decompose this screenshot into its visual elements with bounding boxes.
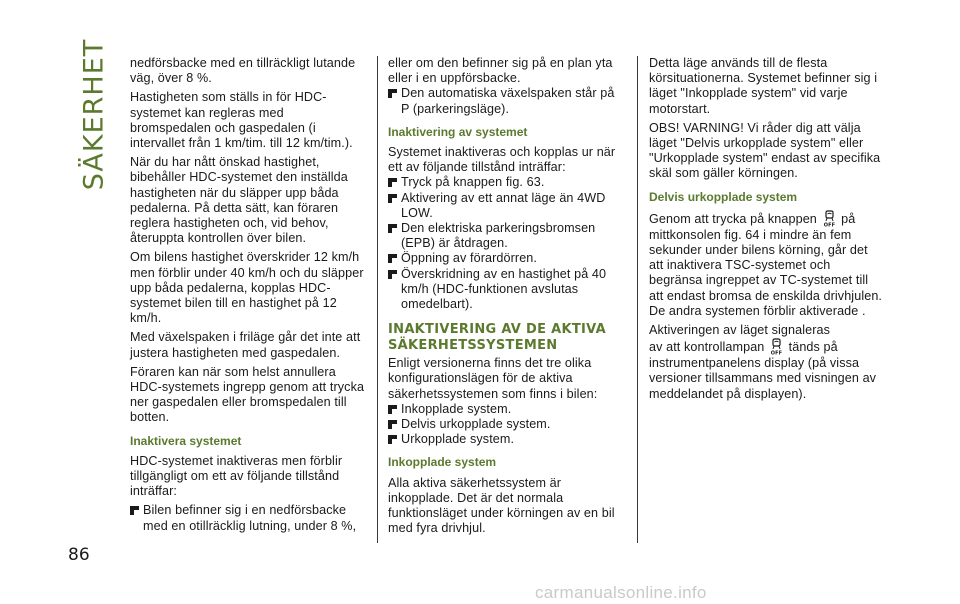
text-column-2: [388, 56, 626, 540]
list-item: [388, 402, 626, 417]
column-divider: [377, 56, 378, 543]
list-item: [388, 191, 626, 221]
paragraph: Med växelspaken i friläge går det inte att justera hastigheten med gaspedalen.: [130, 330, 361, 360]
paragraph-text: av att kontrollampan: [649, 340, 765, 355]
text-column-1: [130, 56, 366, 534]
paragraph: Om bilens hastighet överskrider 12 km/h men förblir under 40 km/h och du släpper upp båda pedalerna, kopplas HDC-systemet bilen till en hastighet på 12 km/h.: [130, 250, 364, 326]
paragraph: HDC-systemet inaktiveras men förblir tillgängligt om ett av följande tillstånd inträffar:: [130, 453, 343, 499]
list-item-text: Den automatiska växelspaken står på P (parkeringsläge).: [401, 86, 615, 116]
paragraph: Hastigheten som ställs in för HDC-systemet kan regleras med bromspedalen och gaspedalen (i intervallet från 1 km/tim. till 12 km/tim.).: [130, 90, 353, 151]
paragraph: Enligt versionerna finns det tre olika konfigurationslägen för de aktiva säkerhetssystemen som finns i bilen:: [388, 356, 598, 401]
list-item: [388, 417, 626, 432]
paragraph: Aktiveringen av läget signaleras: [649, 323, 831, 338]
list-item-text: Aktivering av ett annat läge än 4WD LOW.: [401, 190, 606, 220]
list-item: [388, 221, 626, 251]
paragraph-text: tänds på instrumentpanelens display (på vissa versioner tillsammans med visningen av meddelandet på displayen).: [649, 340, 877, 401]
square-bullet-icon: [388, 224, 397, 233]
square-bullet-icon: [388, 435, 397, 444]
square-bullet-icon: [388, 254, 397, 263]
square-bullet-icon: [388, 194, 397, 203]
text-column-3: [649, 56, 885, 406]
square-bullet-icon: [388, 89, 397, 98]
paragraph: Detta läge används till de flesta körsituationerna. Systemet befinner sig i läget "Inkopplade system" vid varje motorstart.: [649, 56, 878, 116]
list-item-text: Tryck på knappen fig. 63.: [401, 175, 545, 190]
list-item-text: Inkopplade system.: [401, 401, 512, 416]
section-title: [64, 38, 124, 191]
list-item-text: Öppning av förardörren.: [401, 251, 538, 266]
paragraph: [649, 338, 885, 402]
paragraph: Föraren kan när som helst annullera HDC-systemets ingrepp genom att trycka ner gaspedalen eller bromspedalen till botten.: [130, 364, 365, 425]
list-item-text: Överskridning av en hastighet på 40 km/h (HDC-funktionen avslutas omedelbart).: [401, 266, 607, 312]
paragraph: När du har nått önskad hastighet, bibehåller HDC-systemet den inställda hastigheten när du släpper upp båda pedalerna. På detta sätt, kan föraren reglera hastigheten och, vid behov, återuppta kontrollen över bilen.: [130, 155, 348, 246]
square-bullet-icon: [388, 405, 397, 414]
subheading: Inaktivera systemet: [130, 433, 242, 448]
square-bullet-icon: [388, 178, 397, 187]
subheading: Inaktivering av systemet: [388, 124, 528, 139]
paragraph: Alla aktiva säkerhetssystem är inkopplade. Det är det normala funktionsläget under körningen av en bil med fyra drivhjul.: [388, 475, 615, 536]
list-item: [130, 503, 366, 533]
square-bullet-icon: [388, 420, 397, 429]
list-item-text: Den elektriska parkeringsbromsen (EPB) är åtdragen.: [401, 221, 596, 251]
page-number: 86: [68, 545, 90, 565]
list-item: [388, 175, 626, 190]
paragraph: [649, 210, 885, 319]
svg-text:OFF: OFF: [770, 350, 783, 357]
watermark: carmanualsonline.info: [535, 583, 707, 602]
section-heading: [388, 322, 626, 354]
paragraph-text: Genom att trycka på knappen: [649, 211, 817, 226]
list-item-text: Bilen befinner sig i en nedförsbacke med en otillräcklig lutning, under 8 %,: [143, 503, 357, 533]
section-heading-line: INAKTIVERING AV DE AKTIVA: [388, 322, 606, 338]
esc-off-icon: [823, 210, 836, 228]
section-title-text: SÄKERHET: [78, 38, 110, 191]
square-bullet-icon: [388, 270, 397, 279]
subheading: Delvis urkopplade system: [649, 189, 798, 204]
list-item: [388, 267, 626, 313]
esc-off-icon: [770, 338, 783, 356]
square-bullet-icon: [130, 506, 139, 515]
list-item-text: Urkopplade system.: [401, 432, 515, 447]
list-item-text: Delvis urkopplade system.: [401, 417, 551, 432]
subheading: Inkopplade system: [388, 455, 497, 470]
section-heading-line: SÄKERHETSSYSTEMEN: [388, 338, 558, 354]
list-item: [388, 251, 626, 266]
svg-text:OFF: OFF: [823, 222, 835, 228]
column-divider: [637, 56, 638, 543]
list-item: [388, 432, 626, 447]
paragraph-text: på mittkonsolen fig. 64 i mindre än fem sekunder under bilens körning, går det att inaktivera TSC-systemet och begränsa ingreppet av TC-systemet till att endast bromsa de enskilda drivhjulen. De andra systemen förblir aktiverade .: [649, 211, 883, 318]
paragraph: eller om den befinner sig på en plan yta eller i en uppförsbacke.: [388, 56, 613, 86]
list-item: [388, 86, 626, 116]
paragraph: nedförsbacke med en tillräckligt lutande väg, över 8 %.: [130, 56, 356, 86]
paragraph: OBS! VARNING! Vi råder dig att välja läget "Delvis urkopplade system" eller "Urkopplade system" endast av specifika skäl som gäller körningen.: [649, 120, 881, 181]
paragraph: Systemet inaktiveras och kopplas ur när ett av följande tillstånd inträffar:: [388, 145, 616, 175]
